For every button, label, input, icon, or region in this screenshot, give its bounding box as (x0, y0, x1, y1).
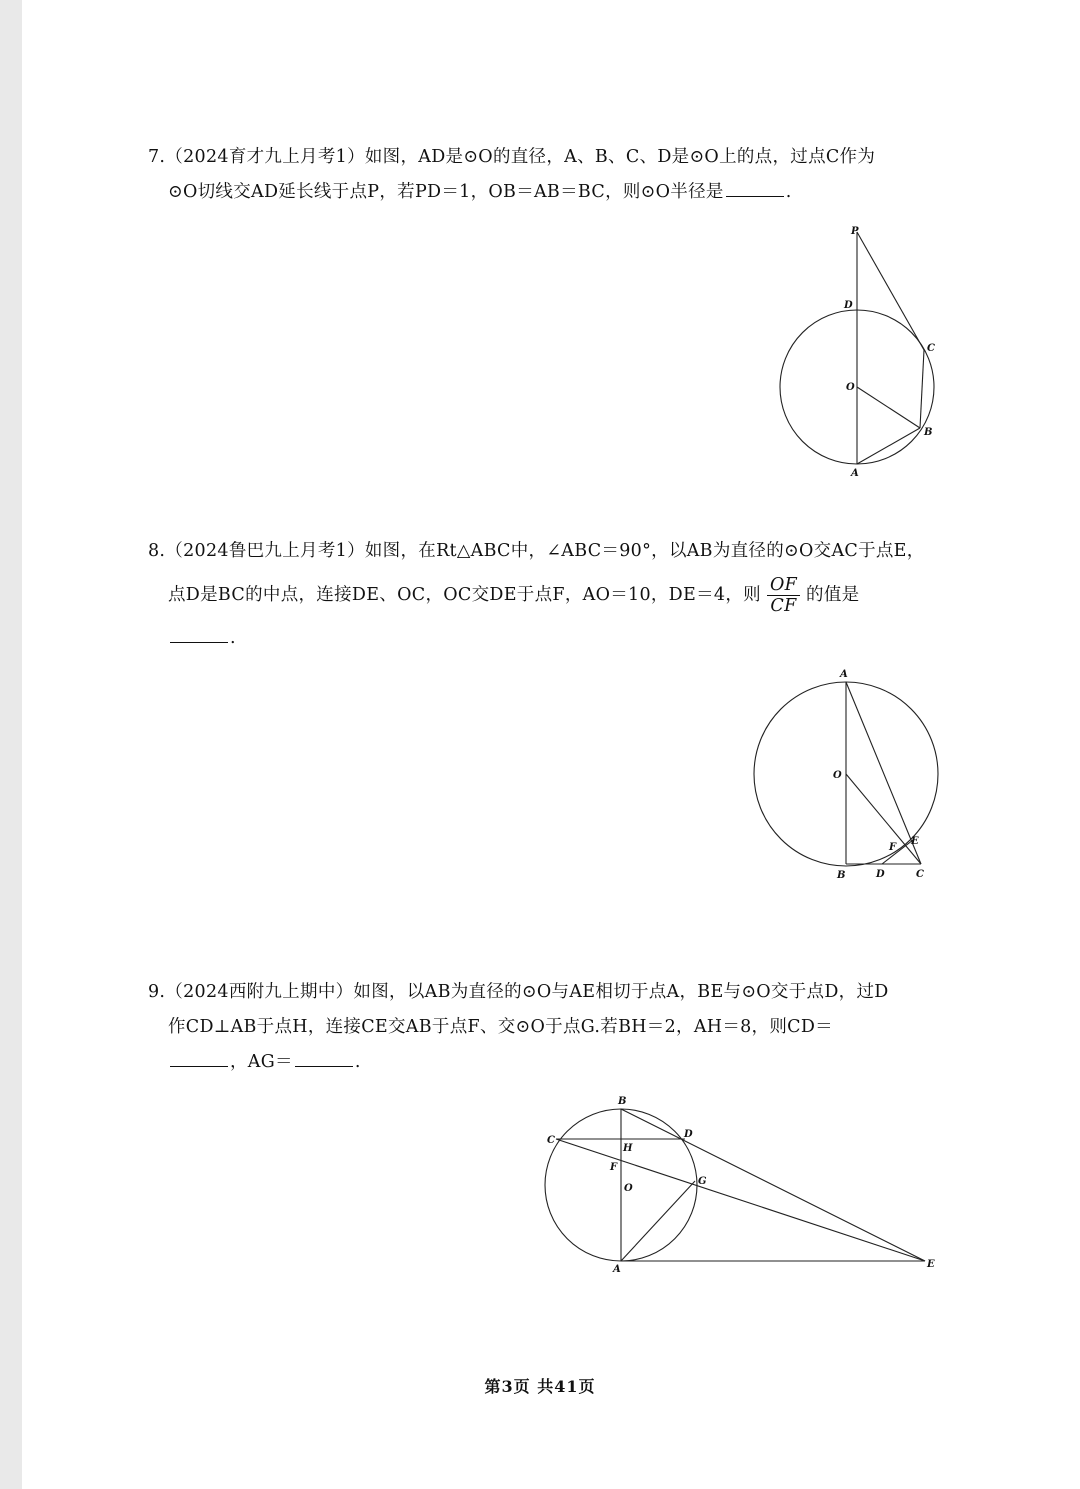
segment-ob (857, 387, 920, 428)
label-f: F (889, 842, 897, 853)
problem-8-figure (745, 665, 955, 885)
problem-7-line-2: ⊙O切线交AD延长线于点P，若PD＝1，OB＝AB＝BC，则⊙O半径是 . (148, 175, 970, 210)
problem-8-line-2: 点D是BC的中点，连接DE、OC，OC交DE于点F，AO＝10，DE＝4，则 $\frac{OF}{CF}$ 的值是 (168, 575, 860, 616)
problem-7-line-1: 7.（2024育才九上月考1）如图，AD是⊙O的直径，A、B、C、D是⊙O上的点，过点C作为 (148, 147, 876, 167)
label-o: O (833, 770, 842, 781)
label-h: H (623, 1143, 633, 1154)
segment-oc (846, 774, 921, 864)
hypotenuse-ac (846, 682, 921, 864)
line-ce (556, 1139, 925, 1261)
problem-9 (148, 975, 970, 1080)
problem-7-figure (770, 220, 950, 490)
fraction-of-cf: $\frac{OF}{CF}$ (767, 575, 800, 616)
label-b: B (618, 1096, 627, 1107)
label-a: A (851, 468, 859, 479)
problem-9-figure (535, 1090, 945, 1280)
line-be (621, 1109, 925, 1261)
label-o: O (846, 382, 855, 393)
problem-7 (148, 140, 970, 210)
label-c: C (547, 1135, 555, 1146)
answer-blank (170, 624, 228, 643)
label-b: B (924, 427, 933, 438)
label-p: P (851, 226, 859, 237)
label-f: F (610, 1162, 618, 1173)
problem-8 (148, 534, 970, 656)
problem-9-line-1: 9.（2024西附九上期中）如图，以AB为直径的⊙O与AE相切于点A，BE与⊙O交于点D，过D (148, 982, 889, 1002)
label-a: A (840, 669, 848, 680)
label-g: G (698, 1176, 707, 1187)
chord-cb (920, 350, 924, 428)
label-d: D (684, 1129, 693, 1140)
problem-8-line-1: 8.（2024鲁巴九上月考1）如图，在Rt△ABC中，∠ABC＝90°，以AB为直径的⊙O交AC于点E， (148, 541, 925, 561)
label-d: D (844, 300, 853, 311)
problem-8-line-3: . (148, 621, 970, 656)
label-c: C (927, 343, 935, 354)
label-b: B (837, 870, 846, 881)
answer-blank (726, 178, 784, 197)
label-d: D (876, 869, 885, 880)
label-a: A (613, 1264, 621, 1275)
answer-blank-ag (295, 1048, 353, 1067)
page-footer: 第3页 共41页 (484, 1377, 596, 1396)
label-e: E (927, 1259, 935, 1270)
label-e: E (911, 836, 919, 847)
label-o: O (624, 1183, 633, 1194)
label-c: C (916, 869, 924, 880)
problem-9-line-2: 作CD⊥AB于点H，连接CE交AB于点F、交⊙O于点G.若BH＝2，AH＝8，则CD＝ (168, 1017, 833, 1037)
tangent-pc (857, 232, 924, 350)
segment-de (882, 840, 913, 864)
problem-9-line-3: ，AG＝ . (148, 1045, 970, 1080)
chord-ab (857, 428, 920, 464)
answer-blank-cd (170, 1048, 228, 1067)
